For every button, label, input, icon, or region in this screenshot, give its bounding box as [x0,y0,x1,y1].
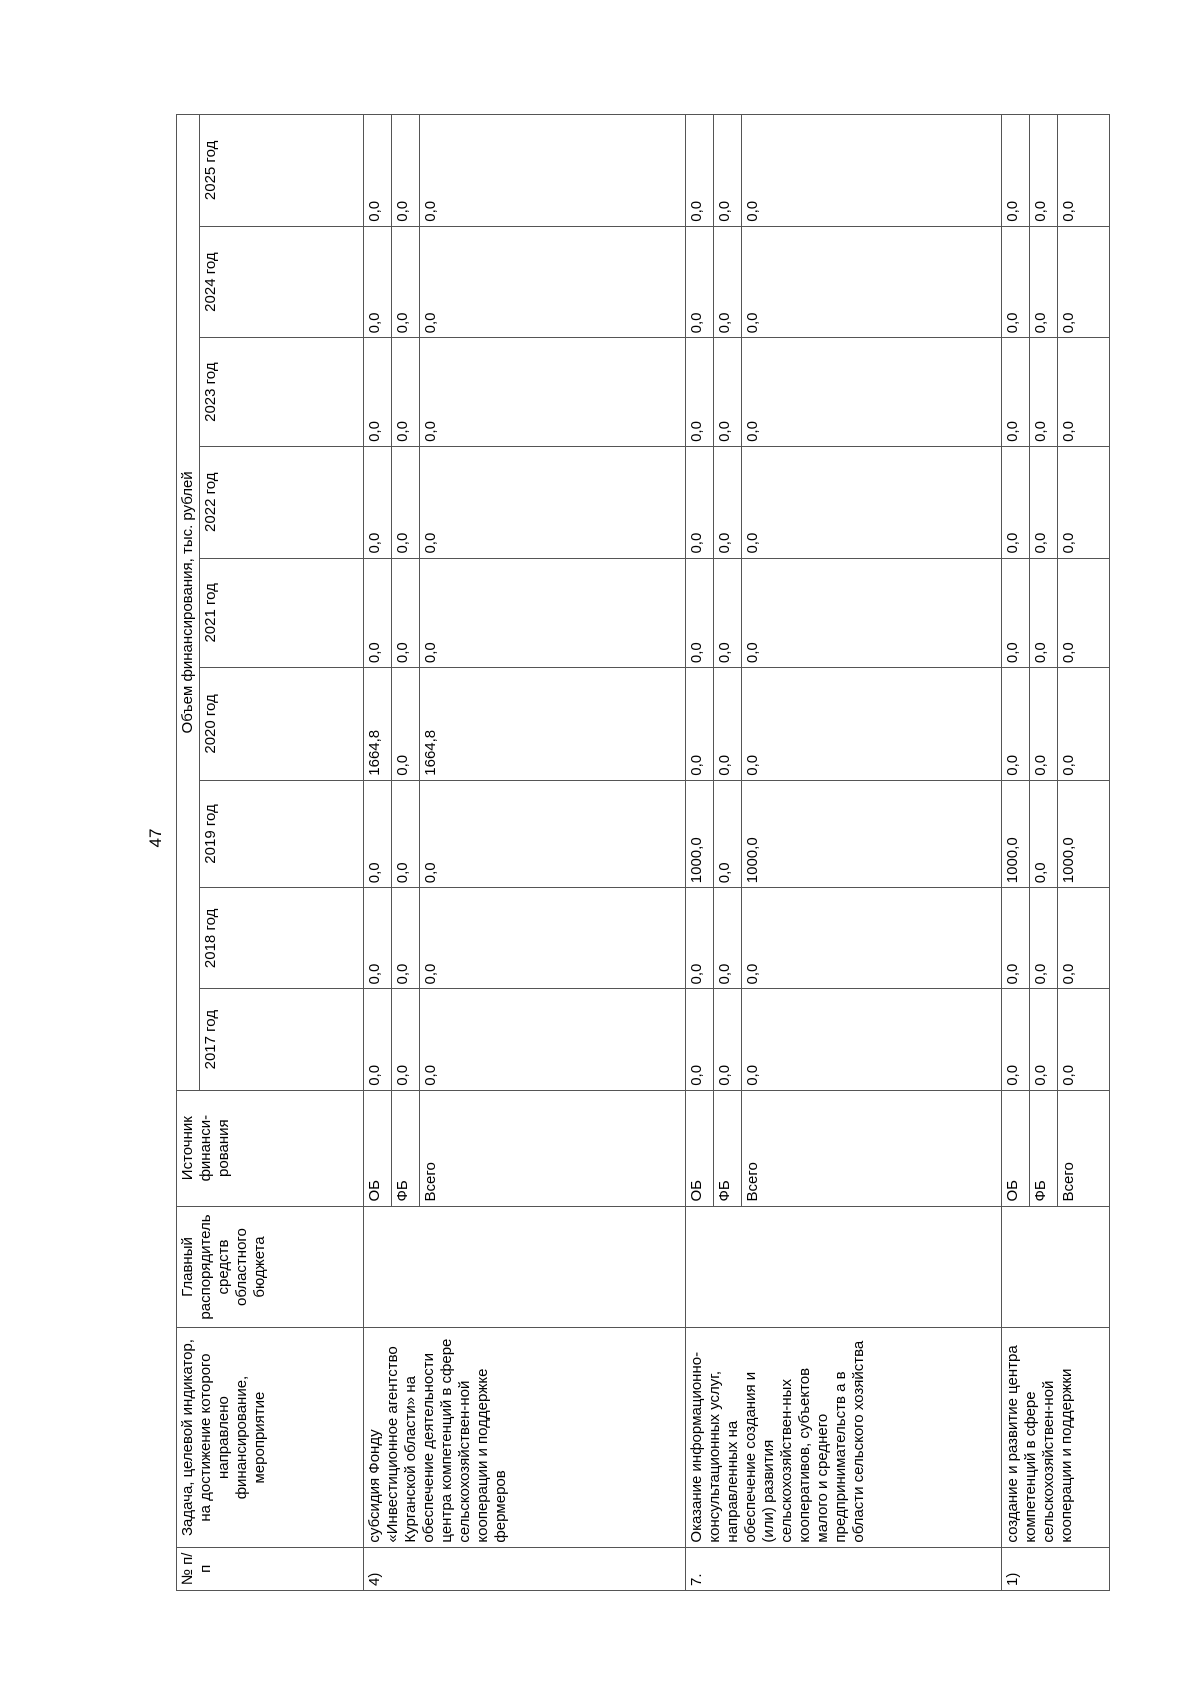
funding-value: 0,0 [1002,888,1030,989]
row-number: 1) [1002,1547,1110,1590]
funding-value: 0,0 [1002,558,1030,668]
funding-value: 0,0 [1030,226,1058,338]
funding-value: 0,0 [714,446,742,558]
funding-value: 0,0 [420,989,686,1090]
table-row [686,115,714,1591]
funding-value: 0,0 [1030,668,1058,781]
funding-source: ФБ [392,1090,420,1206]
funding-value: 0,0 [392,338,420,447]
funding-value: 0,0 [1002,338,1030,447]
funding-value: 0,0 [1030,780,1058,887]
funding-value: 0,0 [1058,558,1110,668]
funding-value: 0,0 [742,888,1002,989]
funding-value: 0,0 [364,888,392,989]
funding-value: 0,0 [714,558,742,668]
funding-value: 0,0 [420,780,686,887]
funding-value: 0,0 [1002,226,1030,338]
funding-value: 0,0 [714,226,742,338]
funding-value: 0,0 [364,446,392,558]
funding-value: 1000,0 [1058,780,1110,887]
header-year: 2024 год [200,226,364,338]
funding-value: 0,0 [364,558,392,668]
funding-value: 0,0 [364,780,392,887]
funding-source: ОБ [1002,1090,1030,1206]
header-num: № п/п [177,1547,364,1590]
funding-value: 0,0 [714,888,742,989]
funding-value: 0,0 [686,446,714,558]
funding-source: ФБ [1030,1090,1058,1206]
funding-value: 0,0 [364,338,392,447]
funding-source: Всего [742,1090,1002,1206]
header-year: 2023 год [200,338,364,447]
funding-value: 0,0 [1030,338,1058,447]
header-year: 2020 год [200,668,364,781]
funding-value: 0,0 [742,226,1002,338]
funding-value: 0,0 [742,668,1002,781]
table-row [364,115,392,1591]
funding-source: ФБ [714,1090,742,1206]
funding-value: 1000,0 [686,780,714,887]
funding-value: 0,0 [1030,888,1058,989]
funding-value: 0,0 [686,668,714,781]
funding-value: 0,0 [1058,888,1110,989]
funding-value: 0,0 [1058,338,1110,447]
budget-manager [686,1206,1002,1328]
funding-value: 0,0 [686,888,714,989]
funding-value: 0,0 [1030,989,1058,1090]
funding-value: 0,0 [714,668,742,781]
row-number: 7. [686,1547,1002,1590]
funding-value: 0,0 [1058,668,1110,781]
funding-value: 0,0 [686,558,714,668]
header-year: 2018 год [200,888,364,989]
funding-value: 1000,0 [1002,780,1030,887]
funding-value: 0,0 [392,446,420,558]
header-task: Задача, целевой индикатор, на достижение которого направлено финансирование, мероприятие [177,1328,364,1547]
funding-value: 0,0 [686,989,714,1090]
header-year: 2022 год [200,446,364,558]
funding-value: 0,0 [420,888,686,989]
funding-value: 0,0 [1002,446,1030,558]
funding-value: 0,0 [364,989,392,1090]
funding-value: 0,0 [420,558,686,668]
funding-value: 0,0 [392,780,420,887]
funding-value: 0,0 [1058,226,1110,338]
funding-value: 0,0 [742,446,1002,558]
funding-value: 0,0 [392,888,420,989]
funding-value: 0,0 [364,226,392,338]
funding-value: 0,0 [742,989,1002,1090]
funding-value: 0,0 [742,558,1002,668]
funding-value: 0,0 [1058,989,1110,1090]
task-description: создание и развитие центра компетенций в сфере сельскохозяйствен-ной кооперации и поддержки [1002,1328,1110,1547]
funding-value: 0,0 [392,668,420,781]
funding-value: 0,0 [686,115,714,227]
funding-value: 0,0 [714,115,742,227]
funding-value: 0,0 [392,558,420,668]
funding-source: Всего [420,1090,686,1206]
funding-value: 0,0 [742,338,1002,447]
funding-source: ОБ [686,1090,714,1206]
page-number: 47 [146,828,165,848]
funding-value: 0,0 [1030,558,1058,668]
funding-value: 0,0 [392,115,420,227]
funding-value: 0,0 [1058,446,1110,558]
funding-value: 0,0 [1002,989,1030,1090]
budget-manager [364,1206,686,1328]
header-year: 2017 год [200,989,364,1090]
header-volume: Объем финансирования, тыс. рублей [177,115,200,1091]
funding-value: 1664,8 [420,668,686,781]
funding-value: 1000,0 [742,780,1002,887]
table-row [1002,115,1030,1591]
funding-value: 0,0 [420,446,686,558]
funding-value: 0,0 [364,115,392,227]
row-number: 4) [364,1547,686,1590]
funding-source: ОБ [364,1090,392,1206]
funding-value: 0,0 [420,338,686,447]
funding-value: 0,0 [1002,115,1030,227]
funding-value: 0,0 [392,989,420,1090]
funding-value: 0,0 [1058,115,1110,227]
funding-value: 0,0 [714,338,742,447]
funding-value: 0,0 [714,780,742,887]
funding-source: Всего [1058,1090,1110,1206]
header-year: 2019 год [200,780,364,887]
financing-table [176,114,1110,1591]
funding-value: 0,0 [1030,115,1058,227]
funding-value: 1664,8 [364,668,392,781]
header-year: 2021 год [200,558,364,668]
funding-value: 0,0 [686,338,714,447]
header-source: Источник финанси-рования [177,1090,364,1206]
funding-value: 0,0 [1002,668,1030,781]
funding-value: 0,0 [742,115,1002,227]
budget-manager [1002,1206,1110,1328]
funding-value: 0,0 [420,115,686,227]
funding-value: 0,0 [686,226,714,338]
rotated-table-container [176,114,1142,1591]
funding-value: 0,0 [420,226,686,338]
task-description: субсидия Фонду «Инвестиционное агентство Курганской области» на обеспечение деятельности центра компетенций в сфере сельскохозяйствен-ной кооперации и поддержке фермеров [364,1328,686,1547]
funding-value: 0,0 [392,226,420,338]
funding-value: 0,0 [1030,446,1058,558]
task-description: Оказание информационно-консультационных услуг, направленных на обеспечение создания и (или) развития сельскохозяйствен-ных кооперативов, субъектов малого и среднего предпринимательств а в области сельского хозяйства [686,1328,1002,1547]
header-year: 2025 год [200,115,364,227]
funding-value: 0,0 [714,989,742,1090]
header-manager: Главный распорядитель средств областного бюджета [177,1206,364,1328]
